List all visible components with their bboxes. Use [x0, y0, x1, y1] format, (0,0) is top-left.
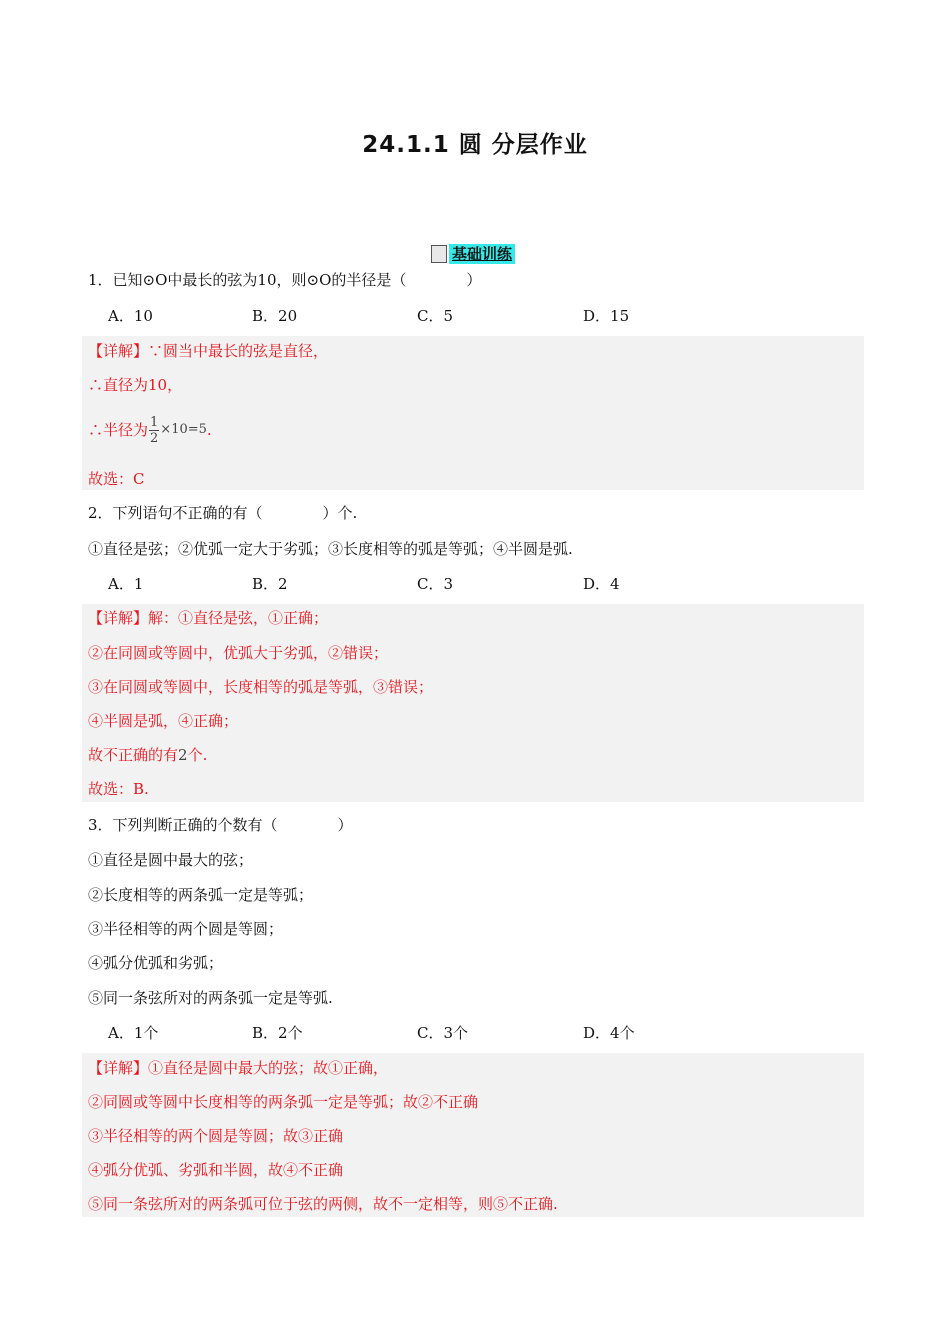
answer-tag: 【详解】 [88, 342, 149, 360]
answer-1-line-2: ∴直径为10， [88, 376, 183, 394]
option-d: D．4 [583, 575, 620, 593]
answer-2-line-5: 故不正确的有2个. [88, 746, 208, 764]
question-3-item-1: ①直径是圆中最大的弦； [88, 851, 254, 869]
option-b: B．20 [252, 307, 298, 325]
option-c: C．3 [417, 575, 454, 593]
answer-1-box [82, 336, 864, 490]
option-d: D．4个 [583, 1024, 635, 1042]
question-2-stem: 2．下列语句不正确的有（ ）个. [88, 504, 358, 522]
answer-3-line-1: 【详解】①直径是圆中最大的弦；故①正确， [88, 1059, 389, 1077]
answer-2-line-1: 【详解】解：①直径是弦，①正确； [88, 609, 329, 627]
question-3-item-5: ⑤同一条弦所对的两条弧一定是等弧. [88, 989, 333, 1007]
answer-2-line-3: ③在同圆或等圆中，长度相等的弧是等弧，③错误； [88, 678, 434, 696]
option-b: B．2个 [252, 1024, 303, 1042]
answer-1-line-4: 故选：C [88, 470, 145, 488]
option-a: A．1 [108, 575, 144, 593]
section-label: 基础训练 [449, 244, 515, 264]
question-1-stem: 1．已知⊙O中最长的弦为10，则⊙O的半径是（ ） [88, 271, 482, 289]
answer-2-line-4: ④半圆是弧，④正确； [88, 712, 239, 730]
option-b: B．2 [252, 575, 288, 593]
option-a: A．10 [108, 307, 153, 325]
answer-3-line-3: ③半径相等的两个圆是等圆；故③正确 [88, 1127, 344, 1145]
equation: ×10=5 [160, 422, 207, 437]
answer-tag: 【详解】 [88, 1059, 149, 1077]
question-3-stem: 3．下列判断正确的个数有（ ） [88, 816, 353, 834]
option-c: C．3个 [417, 1024, 469, 1042]
answer-tag: 【详解】 [88, 609, 149, 627]
count-value: 2 [178, 746, 188, 764]
answer-3-box [82, 1053, 864, 1217]
question-3-item-4: ④弧分优弧和劣弧； [88, 954, 224, 972]
answer-1-line-1: 【详解】∵圆当中最长的弦是直径， [88, 342, 329, 360]
answer-2-line-6: 故选：B. [88, 780, 149, 798]
answer-3-line-5: ⑤同一条弦所对的两条弧可位于弦的两侧，故不一定相等，则⑤不正确. [88, 1195, 558, 1213]
page-title: 24.1.1 圆 分层作业 [362, 132, 588, 158]
checkbox-icon [431, 245, 447, 263]
option-a: A．1个 [108, 1024, 159, 1042]
answer-2-line-2: ②在同圆或等圆中，优弧大于劣弧，②错误； [88, 644, 389, 662]
answer-2-box [82, 604, 864, 802]
answer-1-line-3: ∴半径为 $\frac{1}{2}$ ×10=5 . [88, 414, 212, 446]
fraction: $\frac{1}{2}$ [150, 414, 159, 446]
question-3-item-3: ③半径相等的两个圆是等圆； [88, 920, 284, 938]
option-c: C．5 [417, 307, 454, 325]
section-heading [431, 244, 515, 264]
answer-3-line-2: ②同圆或等圆中长度相等的两条弧一定是等弧；故②不正确 [88, 1093, 479, 1111]
question-3-item-2: ②长度相等的两条弧一定是等弧； [88, 886, 314, 904]
answer-3-line-4: ④弧分优弧、劣弧和半圆，故④不正确 [88, 1161, 344, 1179]
question-2-statements: ①直径是弦；②优弧一定大于劣弧；③长度相等的弧是等弧；④半圆是弧. [88, 540, 573, 558]
option-d: D．15 [583, 307, 630, 325]
